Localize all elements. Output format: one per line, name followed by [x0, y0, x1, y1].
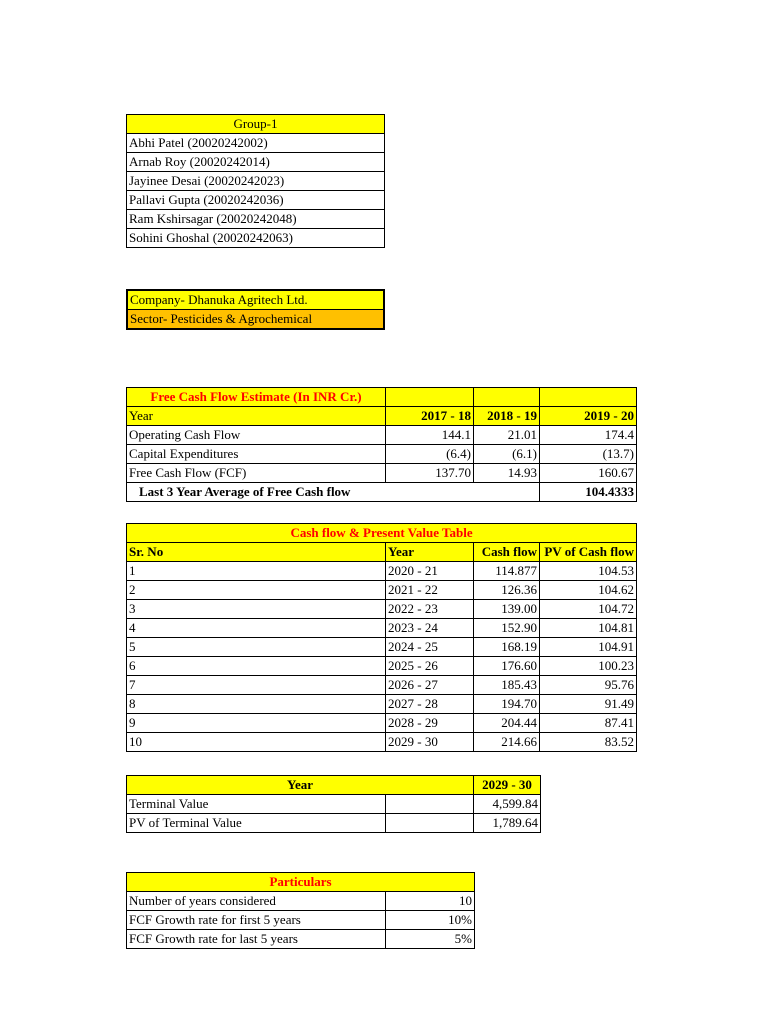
particulars-table: [126, 872, 475, 949]
fcf-cell: (6.4): [386, 445, 474, 464]
pv-header: Cash flow: [474, 543, 540, 562]
pv-cell: 176.60: [474, 657, 540, 676]
company-table: [126, 289, 385, 330]
pv-cell: 10: [127, 733, 386, 752]
particulars-value: 5%: [386, 930, 475, 949]
particulars-label: FCF Growth rate for last 5 years: [127, 930, 386, 949]
group-table: [126, 114, 385, 248]
pv-cell: 6: [127, 657, 386, 676]
pv-cell: 1: [127, 562, 386, 581]
pv-cell: 4: [127, 619, 386, 638]
empty-cell: [386, 814, 474, 833]
fcf-year: 2017 - 18: [386, 407, 474, 426]
particulars-label: Number of years considered: [127, 892, 386, 911]
pv-cell: 5: [127, 638, 386, 657]
pv-table-title: Cash flow & Present Value Table: [127, 524, 637, 543]
group-member: Sohini Ghoshal (20020242063): [127, 229, 385, 248]
company-sector: Sector- Pesticides & Agrochemical: [127, 310, 384, 330]
terminal-year-value: 2029 - 30: [474, 776, 541, 795]
pv-cell: 104.62: [540, 581, 637, 600]
pv-cell: 214.66: [474, 733, 540, 752]
group-title: Group-1: [127, 115, 385, 134]
terminal-year-label: Year: [127, 776, 474, 795]
pv-cell: 2026 - 27: [386, 676, 474, 695]
pv-cell: 2: [127, 581, 386, 600]
fcf-year-label: Year: [127, 407, 386, 426]
pv-cell: 2029 - 30: [386, 733, 474, 752]
pv-cell: 126.36: [474, 581, 540, 600]
table-row: [127, 619, 637, 638]
pv-cell: 194.70: [474, 695, 540, 714]
table-row: [127, 657, 637, 676]
fcf-year: 2019 - 20: [540, 407, 637, 426]
pv-header: Sr. No: [127, 543, 386, 562]
pv-cell: 168.19: [474, 638, 540, 657]
table-row: [127, 638, 637, 657]
empty-cell: [474, 388, 540, 407]
pv-cell: 104.91: [540, 638, 637, 657]
terminal-table: [126, 775, 541, 833]
empty-cell: [540, 388, 637, 407]
fcf-cell: 137.70: [386, 464, 474, 483]
pv-cell: 2028 - 29: [386, 714, 474, 733]
pv-cell: 91.49: [540, 695, 637, 714]
pv-cell: 95.76: [540, 676, 637, 695]
fcf-row-label: Free Cash Flow (FCF): [127, 464, 386, 483]
group-member: Arnab Roy (20020242014): [127, 153, 385, 172]
group-member: Ram Kshirsagar (20020242048): [127, 210, 385, 229]
pv-cell: 8: [127, 695, 386, 714]
pv-cell: 204.44: [474, 714, 540, 733]
table-row: [127, 695, 637, 714]
fcf-average-label: Last 3 Year Average of Free Cash flow: [127, 483, 540, 502]
pv-cell: 114.877: [474, 562, 540, 581]
table-row: [127, 676, 637, 695]
table-row: [127, 714, 637, 733]
pv-cell: 185.43: [474, 676, 540, 695]
pv-cell: 104.53: [540, 562, 637, 581]
pv-cell: 2020 - 21: [386, 562, 474, 581]
pv-cell: 2022 - 23: [386, 600, 474, 619]
pv-cell: 139.00: [474, 600, 540, 619]
pv-cell: 152.90: [474, 619, 540, 638]
fcf-row-label: Capital Expenditures: [127, 445, 386, 464]
table-row: [127, 581, 637, 600]
pv-cell: 104.81: [540, 619, 637, 638]
pv-header: Year: [386, 543, 474, 562]
pv-header: PV of Cash flow: [540, 543, 637, 562]
pv-cell: 87.41: [540, 714, 637, 733]
fcf-cell: 14.93: [474, 464, 540, 483]
pv-cell: 2024 - 25: [386, 638, 474, 657]
group-member: Pallavi Gupta (20020242036): [127, 191, 385, 210]
group-member: Jayinee Desai (20020242023): [127, 172, 385, 191]
empty-cell: [386, 388, 474, 407]
pv-cell: 83.52: [540, 733, 637, 752]
terminal-row-label: PV of Terminal Value: [127, 814, 386, 833]
pv-table: [126, 523, 637, 752]
table-row: [127, 562, 637, 581]
particulars-value: 10%: [386, 911, 475, 930]
fcf-cell: 174.4: [540, 426, 637, 445]
group-member: Abhi Patel (20020242002): [127, 134, 385, 153]
fcf-cell: 160.67: [540, 464, 637, 483]
terminal-row-label: Terminal Value: [127, 795, 386, 814]
pv-cell: 2023 - 24: [386, 619, 474, 638]
pv-cell: 7: [127, 676, 386, 695]
fcf-year: 2018 - 19: [474, 407, 540, 426]
pv-cell: 2021 - 22: [386, 581, 474, 600]
pv-cell: 104.72: [540, 600, 637, 619]
fcf-title: Free Cash Flow Estimate (In INR Cr.): [127, 388, 386, 407]
fcf-table: [126, 387, 637, 502]
fcf-row-label: Operating Cash Flow: [127, 426, 386, 445]
fcf-cell: (13.7): [540, 445, 637, 464]
particulars-label: FCF Growth rate for first 5 years: [127, 911, 386, 930]
table-row: [127, 733, 637, 752]
pv-cell: 3: [127, 600, 386, 619]
table-row: [127, 600, 637, 619]
pv-cell: 9: [127, 714, 386, 733]
pv-cell: 2025 - 26: [386, 657, 474, 676]
company-name: Company- Dhanuka Agritech Ltd.: [127, 290, 384, 310]
pv-cell: 2027 - 28: [386, 695, 474, 714]
fcf-average-value: 104.4333: [540, 483, 637, 502]
particulars-value: 10: [386, 892, 475, 911]
fcf-cell: (6.1): [474, 445, 540, 464]
empty-cell: [386, 795, 474, 814]
pv-cell: 100.23: [540, 657, 637, 676]
particulars-title: Particulars: [127, 873, 475, 892]
terminal-row-value: 1,789.64: [474, 814, 541, 833]
terminal-row-value: 4,599.84: [474, 795, 541, 814]
fcf-cell: 21.01: [474, 426, 540, 445]
fcf-cell: 144.1: [386, 426, 474, 445]
